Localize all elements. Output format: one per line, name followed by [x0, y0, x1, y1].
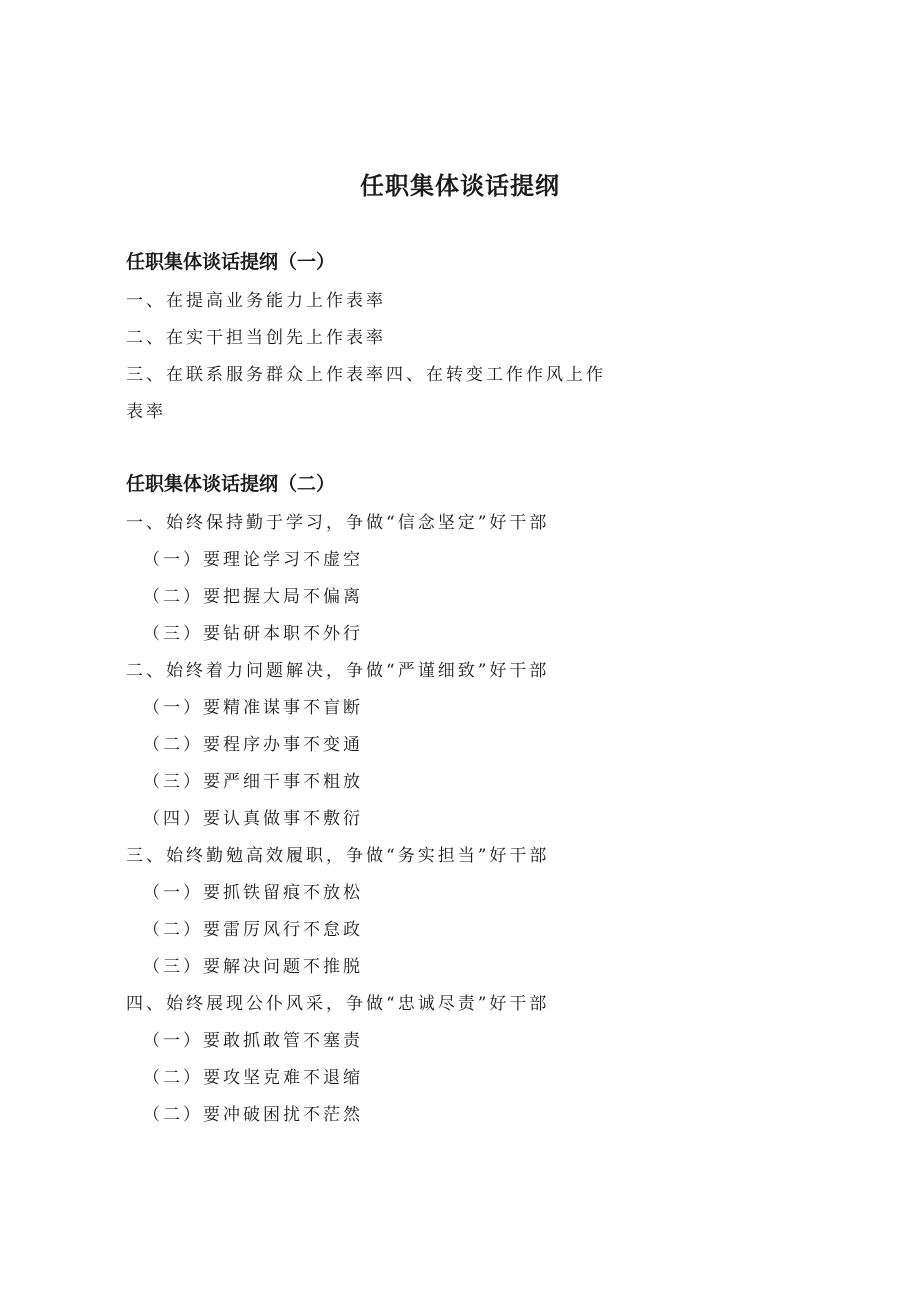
document-title: 任职集体谈话提纲 — [360, 172, 560, 200]
item-heading-1: 一、始终保持勤于学习，争做“信念坚定”好干部 — [126, 513, 550, 533]
sub-item: （三）要钻研本职不外行 — [143, 624, 363, 644]
item-heading-3: 三、始终勤勉高效履职，争做“务实担当”好干部 — [126, 846, 550, 866]
sub-item: （一）要理论学习不虚空 — [143, 550, 363, 570]
sub-item: （二）要雷厉风行不怠政 — [143, 920, 363, 940]
sub-item: （二）要攻坚克难不退缩 — [143, 1068, 363, 1088]
sub-item: （二）要程序办事不变通 — [143, 735, 363, 755]
sub-item: （三）要严细干事不粗放 — [143, 772, 363, 792]
sub-item: （三）要解决问题不推脱 — [143, 957, 363, 977]
section-1-line: 一、在提高业务能力上作表率 — [126, 291, 386, 311]
sub-item: （四）要认真做事不敷衍 — [143, 809, 363, 829]
item-heading-2: 二、始终着力问题解决，争做“严谨细致”好干部 — [126, 661, 550, 681]
sub-item: （二）要把握大局不偏离 — [143, 587, 363, 607]
section-2-heading: 任职集体谈话提纲（二） — [126, 473, 336, 495]
sub-item: （一）要精准谋事不盲断 — [143, 698, 363, 718]
section-1-line: 三、在联系服务群众上作表率四、在转变工作作风上作 — [126, 365, 606, 385]
section-1-line-continuation: 表率 — [126, 402, 166, 422]
sub-item: （一）要抓铁留痕不放松 — [143, 883, 363, 903]
sub-item: （二）要冲破困扰不茫然 — [143, 1105, 363, 1125]
section-1-line: 二、在实干担当创先上作表率 — [126, 328, 386, 348]
section-1-heading: 任职集体谈话提纲（一） — [126, 251, 336, 273]
item-heading-4: 四、始终展现公仆风采，争做“忠诚尽责”好干部 — [126, 994, 550, 1014]
sub-item: （一）要敢抓敢管不塞责 — [143, 1031, 363, 1051]
